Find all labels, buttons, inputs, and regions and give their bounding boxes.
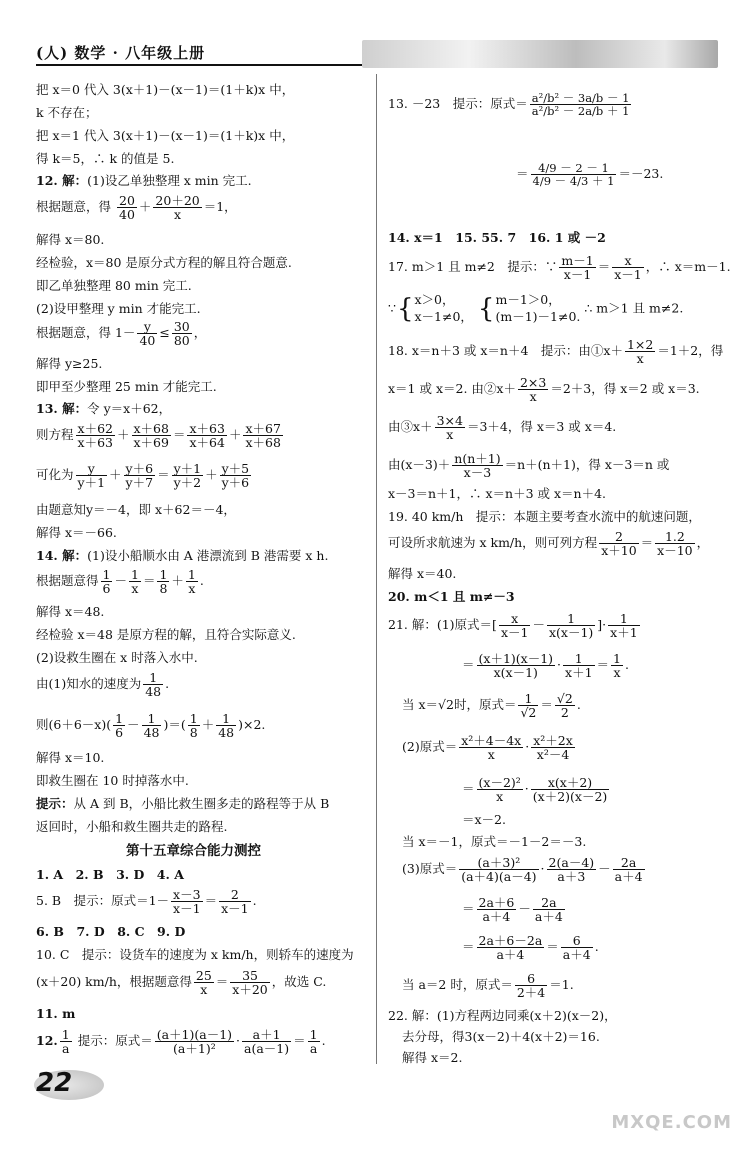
fraction: $\frac{x}{x-1}$	[500, 611, 529, 641]
q14-eq1: 根据题意得 $\frac{1}{6}$ － $\frac{1}{x}$ ＝ $\frac{1}{8}$ ＋ $\frac{1}{x}$ .	[36, 567, 204, 597]
fraction: $\frac{2(a-4)}{a+3}$	[548, 855, 595, 885]
op: ，	[193, 325, 207, 341]
fraction: $\frac{1}{48}$	[218, 711, 235, 741]
answer-r13	[388, 92, 633, 117]
text-line: 由题意知y＝－4，即 x＋62＝－4，	[36, 502, 236, 517]
fraction: $\frac{20}{40}$	[119, 193, 135, 223]
text-line: ＝x－2.	[462, 812, 506, 827]
fraction: $\frac{1}{a}$	[61, 1027, 70, 1057]
hint-label: 提示：	[36, 796, 74, 811]
fraction: $\frac{2a+6}{a+4}$	[478, 895, 515, 925]
watermark-logo: MXQE.COM	[611, 1112, 732, 1133]
text-line: 经检验 x＝48 是原方程的解，且符合实际意义.	[36, 627, 296, 642]
text-line: 解得 x＝80.	[36, 232, 105, 247]
text: 12.	[36, 1033, 58, 1049]
text: (1)设乙单独整理 x min 完工.	[87, 173, 252, 188]
fraction: $\frac{25}{x}$	[195, 968, 212, 998]
text: 5. B 提示：原式＝1－	[36, 893, 170, 909]
q13-label: 13. 解：	[36, 401, 88, 416]
text-line: 解得 x＝2.	[402, 1050, 463, 1065]
answer-r18a: 18. x＝n＋3 或 x＝n＋4 提示：由①x＋ $\frac{1\times 2}{x}$ ＝1＋2，得	[388, 337, 724, 367]
q14-eq2: 由(1)知水的速度为 $\frac{1}{48}$ .	[36, 670, 170, 700]
fraction: $\frac{1}{48}$	[145, 670, 162, 700]
fraction: $\frac{6}{2+4}$	[516, 971, 546, 1001]
fraction: $\frac{2a}{a+4}$	[614, 855, 643, 885]
fraction: $\frac{x+68}{x+69}$	[133, 421, 169, 451]
fraction: $\frac{y}{y+1}$	[77, 461, 106, 491]
answer-r19b: 可设所求航速为 x km/h，则可列方程 $\frac{2}{x+10}$ ＝ $\frac{1.2}{x-10}$ ，	[388, 529, 710, 559]
answer-10b: (x＋20) km/h，根据题意得 $\frac{25}{x}$ ＝ $\frac{35}{x+20}$ ，故选 C.	[36, 968, 327, 998]
hint-line	[36, 798, 329, 811]
text-line: 22. 解：(1)方程两边同乘(x＋2)(x－2)，	[388, 1008, 617, 1023]
answer-r17b: ∵{ x＞0， x－1≠0， { m－1＞0， (m－1)－1≠0. ∴ m＞1 且 m≠2.	[388, 292, 684, 324]
q12-line	[36, 175, 252, 188]
answer-line: 6. B 7. D 8. C 9. D	[36, 924, 186, 939]
answer-r21d: (2)原式＝ $\frac{\text{x²＋4－4x}}{x}$ · $\frac{\text{x²＋2x}}{\text{x²－4}}$	[402, 733, 573, 763]
text: (x＋20) km/h，根据题意得	[36, 974, 192, 990]
text: 当 a＝2 时，原式＝	[402, 977, 513, 993]
text: 根据题意，得	[36, 199, 112, 215]
fraction: $\frac{30}{80}$	[173, 319, 190, 349]
fraction: $\frac{n(n+1)}{x-3}$	[454, 451, 501, 481]
text-line: 去分母，得3(x－2)＋4(x＋2)＝16.	[402, 1029, 600, 1044]
fraction: $\frac{x(x+2)}{(x+2)(x-2)}$	[532, 775, 608, 805]
answer-5: 5. B 提示：原式＝1－ $\frac{x-3}{x-1}$ ＝ $\frac{2}{x-1}$ .	[36, 887, 257, 917]
text: 根据题意得	[36, 573, 99, 589]
text: 从 A 到 B，小船比救生圈多走的路程等于从 B	[73, 796, 330, 811]
text-line: 解得 y≥25.	[36, 356, 103, 371]
text-line: (2)设救生圈在 x 时落入水中.	[36, 650, 198, 665]
q12-eq1	[36, 194, 237, 221]
left-brace-icon: {	[477, 293, 495, 324]
text-line: 解得 x＝10.	[36, 750, 105, 765]
fraction: $\frac{x+63}{x+64}$	[189, 421, 225, 451]
fraction: $\frac{y+6}{y+7}$	[125, 461, 154, 491]
fraction: $\frac{2a}{a+4}$	[534, 895, 563, 925]
header-rule	[36, 64, 368, 66]
text: x＝1 或 x＝2. 由②x＋	[388, 381, 516, 397]
text-line: 即救生圈在 10 时掉落水中.	[36, 773, 189, 788]
text: 由(1)知水的速度为	[36, 676, 142, 692]
fraction: $\frac{(x+1)(x-1)}{x(x-1)}$	[478, 651, 554, 681]
fraction: $\frac{6}{a+4}$	[562, 933, 591, 963]
text: ∴ m＞1 且 m≠2.	[584, 300, 684, 316]
text-line: x－3＝n＋1，∴ x＝n＋3 或 x＝n＋4.	[388, 486, 607, 501]
text: (3)原式＝	[402, 861, 458, 877]
fraction: $\frac{m-1}{x-1}$	[561, 253, 594, 283]
fraction: $\frac{1}{a}$	[309, 1027, 318, 1057]
fraction: $\frac{2a+6-2a}{a+4}$	[478, 933, 543, 963]
fraction: $\frac{4/9 - 2 - 1}{4/9 - 4/3 + 1}$	[532, 161, 615, 189]
fraction: $\frac{\text{(x－2)²}}{x}$	[478, 775, 521, 805]
text-line: 即乙单独整理 80 min 完工.	[36, 278, 192, 293]
text-line: 当 x＝－1，原式＝－1－2＝－3.	[402, 834, 587, 849]
fraction: $\frac{\text{(a＋3)²}}{(a+4)(a-4)}$	[461, 855, 537, 885]
text-line: 把 x＝0 代入 3(x＋1)－(x－1)＝(1＋k)x 中，	[36, 82, 295, 97]
fraction: $\frac{1.2}{x-10}$	[657, 529, 693, 559]
answer-r18b: x＝1 或 x＝2. 由②x＋ $\frac{2\times 3}{x}$ ＝2＋3，得 x＝2 或 x＝3.	[388, 375, 700, 405]
text: 根据题意，得 1－	[36, 325, 136, 341]
text: 17. m＞1 且 m≠2 提示：∵	[388, 259, 558, 275]
text-line: 把 x＝1 代入 3(x＋1)－(x－1)＝(1＋k)x 中，	[36, 128, 295, 143]
fraction: $\frac{y+1}{y+2}$	[173, 461, 202, 491]
fraction: $\frac{1}{x}$	[187, 567, 196, 597]
answer-r13b: ＝ $\frac{4/9 - 2 - 1}{4/9 - 4/3 + 1}$ ＝－23.	[516, 161, 664, 189]
answer-12: 12. $\frac{1}{a}$ 提示：原式＝ $\frac{(a+1)(a-1)}{\text{(a＋1)²}}$ · $\frac{a+1}{a(a-1)}$ ＝ $\frac{1}{a}$ .	[36, 1027, 326, 1057]
answer-r21j: ＝ $\frac{2a+6-2a}{a+4}$ ＝ $\frac{6}{a+4}$ .	[462, 933, 599, 963]
text-line: (2)设甲整理 y min 才能完工.	[36, 301, 201, 316]
section-title: 第十五章综合能力测控	[126, 843, 261, 859]
text: (1)设小船顺水由 A 港漂流到 B 港需要 x h.	[87, 548, 329, 563]
q14-eq3: 则(6＋6－x)( $\frac{1}{6}$ － $\frac{1}{48}$ )＝( $\frac{1}{8}$ ＋ $\frac{1}{48}$ )×2.	[36, 711, 266, 741]
fraction: $\frac{1}{x}$	[613, 651, 621, 681]
text: 令 y＝x＋62，	[87, 401, 172, 416]
fraction: $\frac{y}{40}$	[139, 319, 156, 349]
fraction: $\frac{\text{x²＋2x}}{\text{x²－4}}$	[533, 733, 573, 763]
page-number: 22	[36, 1068, 73, 1098]
text: 18. x＝n＋3 或 x＝n＋4 提示：由①x＋	[388, 343, 623, 359]
answer-r17: 17. m＞1 且 m≠2 提示：∵ $\frac{m-1}{x-1}$ ＝ $\frac{x}{x-1}$ ，∴ x＝m－1.	[388, 253, 731, 283]
answer-r21c: 当 x＝√2时，原式＝ $\frac{1}{√2}$ ＝ $\frac{√2}{2}$ .	[402, 691, 581, 721]
text: 由③x＋	[388, 419, 433, 435]
header-decoration	[362, 40, 718, 68]
fraction: $\frac{1}{x+1}$	[610, 611, 638, 641]
fraction: $\frac{35}{x+20}$	[232, 968, 268, 998]
fraction: $\frac{√2}{2}$	[556, 691, 573, 721]
fraction: $\frac{1}{x+1}$	[565, 651, 593, 681]
text-line: 解得 x＝－66.	[36, 525, 117, 540]
fraction: $\frac{x-3}{x-1}$	[173, 887, 201, 917]
answer-r21l: 当 a＝2 时，原式＝ $\frac{6}{2+4}$ ＝1.	[402, 971, 574, 1001]
book-title: (人) 数学 · 八年级上册	[36, 44, 206, 62]
fraction: $\frac{1}{x(x-1)}$	[548, 611, 594, 641]
answer-r21b: ＝ $\frac{(x+1)(x-1)}{x(x-1)}$ · $\frac{1}{x+1}$ ＝ $\frac{1}{x}$ .	[462, 651, 629, 681]
text: 当 x＝√2时，原式＝	[402, 697, 517, 713]
text: 可设所求航速为 x km/h，则可列方程	[388, 535, 598, 551]
answer-r18d: 由(x－3)＋ $\frac{n(n+1)}{x-3}$ ＝n＋(n＋1)，得 x－3＝n 或	[388, 451, 670, 481]
op: ≤	[159, 325, 170, 341]
fraction: $\frac{1}{6}$	[115, 711, 124, 741]
text-line: k 不存在；	[36, 105, 98, 120]
text-line: 经检验，x＝80 是原分式方程的解且符合题意.	[36, 255, 292, 270]
text: 则方程	[36, 427, 74, 443]
answer-line: 20. m＜1 且 m≠－3	[388, 589, 515, 604]
fraction: $\frac{\text{a²/b² － 3a/b － 1}}{\text{a²/b² － 2a/b ＋ 1}}$	[531, 91, 630, 119]
fraction: $\frac{1}{8}$	[189, 711, 198, 741]
fraction: $\frac{(a+1)(a-1)}{\text{(a＋1)²}}$	[156, 1027, 233, 1057]
condition-stack: x＞0， x－1≠0，	[414, 292, 473, 324]
answer-r21e: ＝ $\frac{\text{(x－2)²}}{x}$ · $\frac{x(x+2)}{(x+2)(x-2)}$	[462, 775, 608, 805]
q12-eq2	[36, 320, 206, 347]
fraction: $\frac{1}{√2}$	[520, 691, 537, 721]
fraction: $\frac{20+20}{x}$	[155, 193, 200, 223]
op: ＝1，	[203, 199, 237, 215]
text-line: 即甲至少整理 25 min 才能完工.	[36, 379, 217, 394]
text: 可化为	[36, 467, 74, 483]
fraction: $\frac{x+67}{x+68}$	[245, 421, 281, 451]
q13-eq2: 可化为 $\frac{y}{y+1}$ ＋ $\frac{y+6}{y+7}$ ＝ $\frac{y+1}{y+2}$ ＋ $\frac{y+5}{y+6}$	[36, 461, 250, 491]
text-line: 返回时，小船和救生圈共走的路程.	[36, 819, 228, 834]
answer-r21i: ＝ $\frac{2a+6}{a+4}$ － $\frac{2a}{a+4}$	[462, 895, 563, 925]
fraction: $\frac{x+62}{x+63}$	[77, 421, 113, 451]
answer-line: 1. A 2. B 3. D 4. A	[36, 867, 184, 882]
answer-line: 14. x＝1 15. 55. 7 16. 1 或 －2	[388, 230, 606, 245]
fraction: $\frac{y+5}{y+6}$	[221, 461, 250, 491]
q12-label: 12. 解：	[36, 173, 88, 188]
op: ＋	[138, 199, 152, 215]
answer-line: 10. C 提示：设货车的速度为 x km/h，则轿车的速度为	[36, 947, 354, 962]
fraction: $\frac{1}{8}$	[159, 567, 168, 597]
q14-label: 14. 解：	[36, 548, 88, 563]
fraction: $\frac{2}{x-1}$	[221, 887, 249, 917]
fraction: $\frac{1}{x}$	[130, 567, 139, 597]
column-divider	[376, 74, 377, 1064]
left-brace-icon: {	[396, 293, 414, 324]
answer-r21a: 21. 解：(1)原式＝[ $\frac{x}{x-1}$ － $\frac{1}{x(x-1)}$ ]· $\frac{1}{x+1}$	[388, 611, 638, 641]
fraction: $\frac{3\times 4}{x}$	[436, 413, 463, 443]
text: 由(x－3)＋	[388, 457, 451, 473]
page-header	[0, 0, 750, 72]
fraction: $\frac{1}{48}$	[143, 711, 160, 741]
q14-line	[36, 550, 328, 563]
text-line: 得 k＝5，∴ k 的值是 5.	[36, 151, 175, 166]
q13-line	[36, 403, 171, 416]
condition-stack: m－1＞0， (m－1)－1≠0.	[495, 292, 581, 324]
fraction: $\frac{a+1}{a(a-1)}$	[244, 1027, 290, 1057]
fraction: $\frac{2\times 3}{x}$	[519, 375, 547, 405]
text-line: 解得 x＝40.	[388, 566, 457, 581]
answer-r21h: (3)原式＝ $\frac{\text{(a＋3)²}}{(a+4)(a-4)}$ · $\frac{2(a-4)}{a+3}$ － $\frac{2a}{a+4}$	[402, 855, 643, 885]
fraction: $\frac{2}{x+10}$	[601, 529, 637, 559]
q13-eq1: 则方程 $\frac{x+62}{x+63}$ ＋ $\frac{x+68}{x+69}$ ＝ $\frac{x+63}{x+64}$ ＋ $\frac{x+67}{x+68}$	[36, 421, 281, 451]
fraction: $\frac{x}{x-1}$	[614, 253, 642, 283]
text: 提示：原式＝	[77, 1033, 153, 1049]
answer-line: 11. m	[36, 1006, 76, 1021]
fraction: $\frac{1\times 2}{x}$	[626, 337, 654, 367]
text: 21. 解：(1)原式＝[	[388, 617, 497, 633]
text: 则(6＋6－x)(	[36, 717, 112, 733]
text: (2)原式＝	[402, 739, 458, 755]
text-line: 解得 x＝48.	[36, 604, 105, 619]
text: 13. －23 提示：原式＝	[388, 96, 528, 112]
fraction: $\frac{1}{6}$	[102, 567, 111, 597]
text-line: 19. 40 km/h 提示：本题主要考查水流中的航速问题，	[388, 509, 701, 524]
fraction: $\frac{\text{x²＋4－4x}}{x}$	[461, 733, 522, 763]
answer-r18c: 由③x＋ $\frac{3\times 4}{x}$ ＝3＋4，得 x＝3 或 x＝4.	[388, 413, 617, 443]
